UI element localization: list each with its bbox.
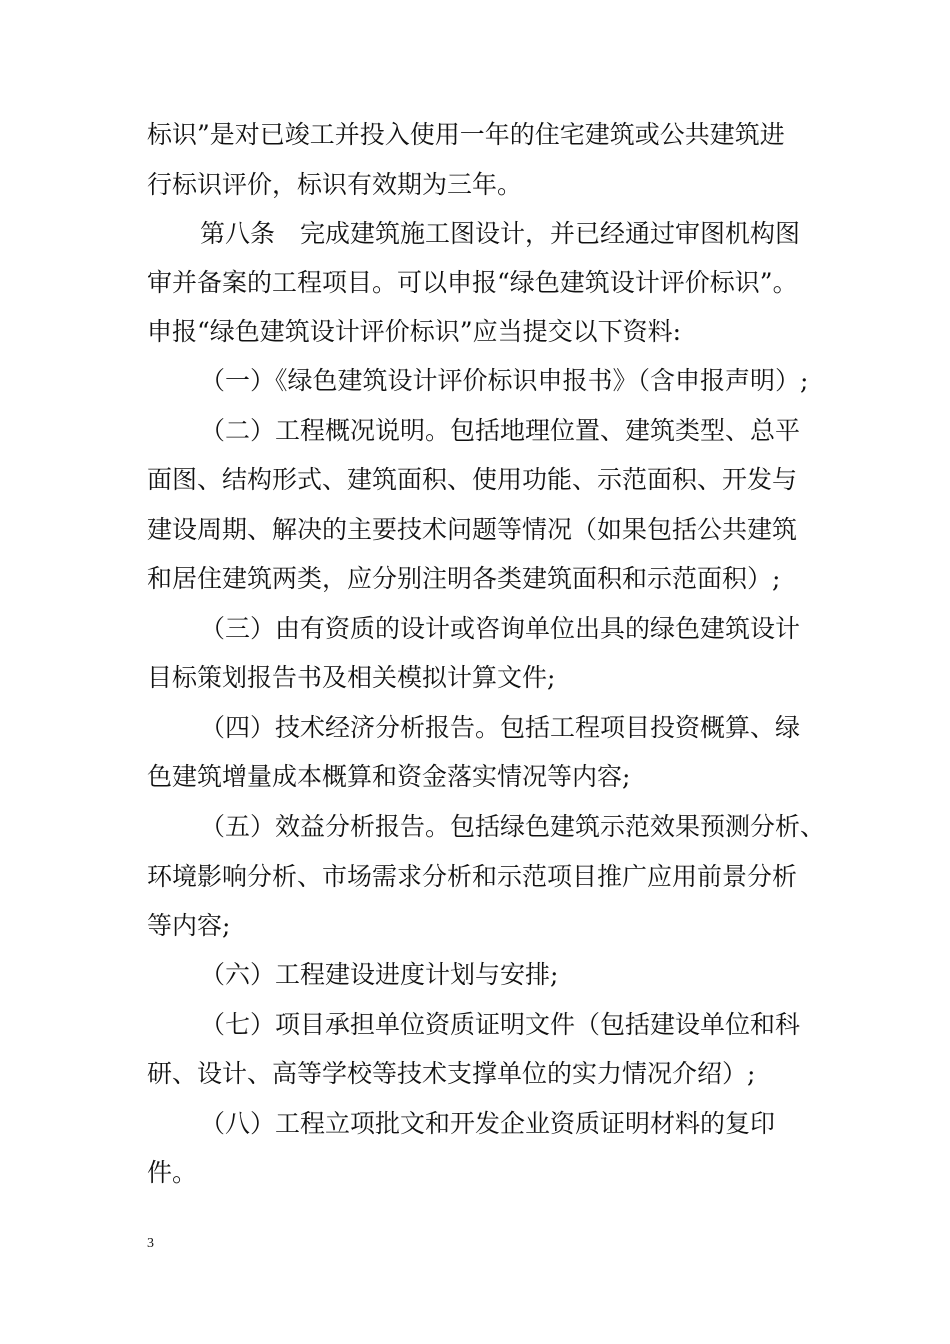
list-item-line: （二）工程概况说明。包括地理位置、建筑类型、总平 xyxy=(200,416,801,445)
text-line: 色建筑增量成本概算和资金落实情况等内容; xyxy=(147,762,631,791)
text-line: 建设周期、解决的主要技术问题等情况（如果包括公共建筑 xyxy=(147,515,798,544)
text-line: 件。 xyxy=(147,1158,198,1187)
text-line: 申报“绿色建筑设计评价标识”应当提交以下资料: xyxy=(147,317,681,346)
text-line: 环境影响分析、市场需求分析和示范项目推广应用前景分析 xyxy=(147,862,798,891)
list-item-line: （五）效益分析报告。包括绿色建筑示范效果预测分析、 xyxy=(200,812,826,841)
list-item-line: （三）由有资质的设计或咨询单位出具的绿色建筑设计 xyxy=(200,614,801,643)
text-line: 审并备案的工程项目。可以申报“绿色建筑设计评价标识”。 xyxy=(147,268,798,297)
text-line: 面图、结构形式、建筑面积、使用功能、示范面积、开发与 xyxy=(147,465,798,494)
article-heading-line: 第八条 完成建筑施工图设计，并已经通过审图机构图 xyxy=(200,219,801,248)
text-line: 等内容; xyxy=(147,911,231,940)
list-item-line: （一）《绿色建筑设计评价标识申报书》（含申报声明）; xyxy=(200,366,809,395)
text-line: 研、设计、高等学校等技术支撑单位的实力情况介绍）; xyxy=(147,1059,756,1088)
list-item-line: （七）项目承担单位资质证明文件（包括建设单位和科 xyxy=(200,1010,801,1039)
text-line: 行标识评价，标识有效期为三年。 xyxy=(147,170,523,199)
text-line: 标识”是对已竣工并投入使用一年的住宅建筑或公共建筑进 xyxy=(147,120,785,149)
list-item-line: （六）工程建设进度计划与安排; xyxy=(200,960,559,989)
text-line: 和居住建筑两类，应分别注明各类建筑面积和示范面积）; xyxy=(147,564,781,593)
text-line: 目标策划报告书及相关模拟计算文件; xyxy=(147,663,556,692)
page-number: 3 xyxy=(147,1236,154,1251)
list-item-line: （四）技术经济分析报告。包括工程项目投资概算、绿 xyxy=(200,713,801,742)
list-item-line: （八）工程立项批文和开发企业资质证明材料的复印 xyxy=(200,1109,776,1138)
